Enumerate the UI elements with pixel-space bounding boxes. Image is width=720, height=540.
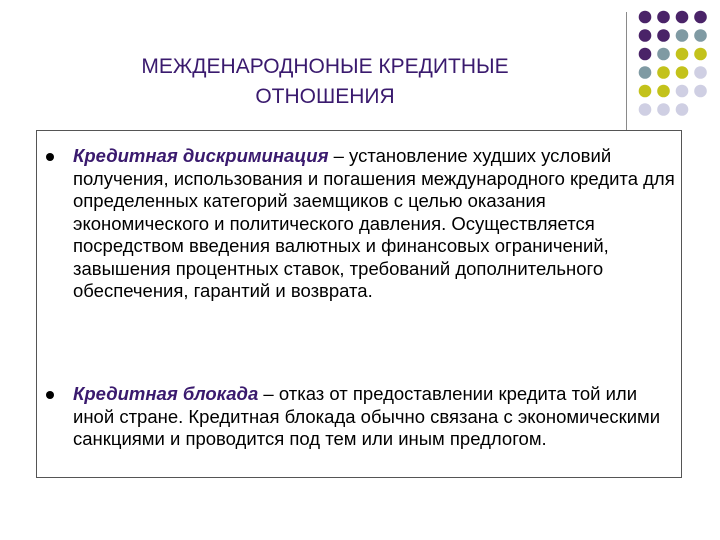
decorative-dot (657, 11, 670, 24)
divider-line (626, 12, 627, 130)
decorative-dot (676, 11, 689, 24)
decorative-dot (676, 85, 689, 98)
decorative-dot (694, 85, 707, 98)
decorative-dot (657, 66, 670, 79)
decorative-dot (676, 29, 689, 42)
decorative-dot (694, 29, 707, 42)
decorative-dot (639, 66, 652, 79)
bullet-term: Кредитная блокада (73, 383, 259, 404)
decorative-dot (657, 85, 670, 98)
decorative-dot (657, 48, 670, 61)
decorative-dot (694, 66, 707, 79)
decorative-dot (639, 85, 652, 98)
bullet-description: – отказ от предоставлении кредита той или иной стране. Кредитная блокада обычно связана с экономическими санкциями и проводится под тем или иным предлогом. (73, 383, 661, 449)
bullet-term: Кредитная дискриминация (73, 145, 329, 166)
decorative-dot (676, 103, 689, 116)
decorative-dot (639, 29, 652, 42)
decorative-dot (657, 29, 670, 42)
slide-title-line2: ОТНОШЕНИЯ (255, 85, 395, 108)
bullet-dot-icon (46, 391, 54, 399)
decorative-dot (694, 11, 707, 24)
slide-title (60, 52, 590, 112)
decorative-dot (639, 103, 652, 116)
bullet-text (73, 145, 677, 303)
decorative-dot (676, 48, 689, 61)
decorative-dot (676, 66, 689, 79)
content-box (36, 130, 682, 478)
decorative-dot (694, 48, 707, 61)
decorative-dot (639, 11, 652, 24)
decorative-dot (657, 103, 670, 116)
slide-title-line1: МЕЖДЕНАРОДНОНЫЕ КРЕДИТНЫЕ (141, 55, 509, 78)
bullet-dot-icon (46, 153, 54, 161)
bullet-description: – установление худших условий получения, использования и погашения международного кредита для определенных категорий заемщиков с целью оказания экономического и политического давления. Осуществляется посредством введения валютных и финансовых ограничений, завышения процентных ставок, требований дополнительного обеспечения, гарантий и возврата. (73, 145, 675, 301)
bullet-text (73, 383, 677, 451)
decorative-dot (639, 48, 652, 61)
